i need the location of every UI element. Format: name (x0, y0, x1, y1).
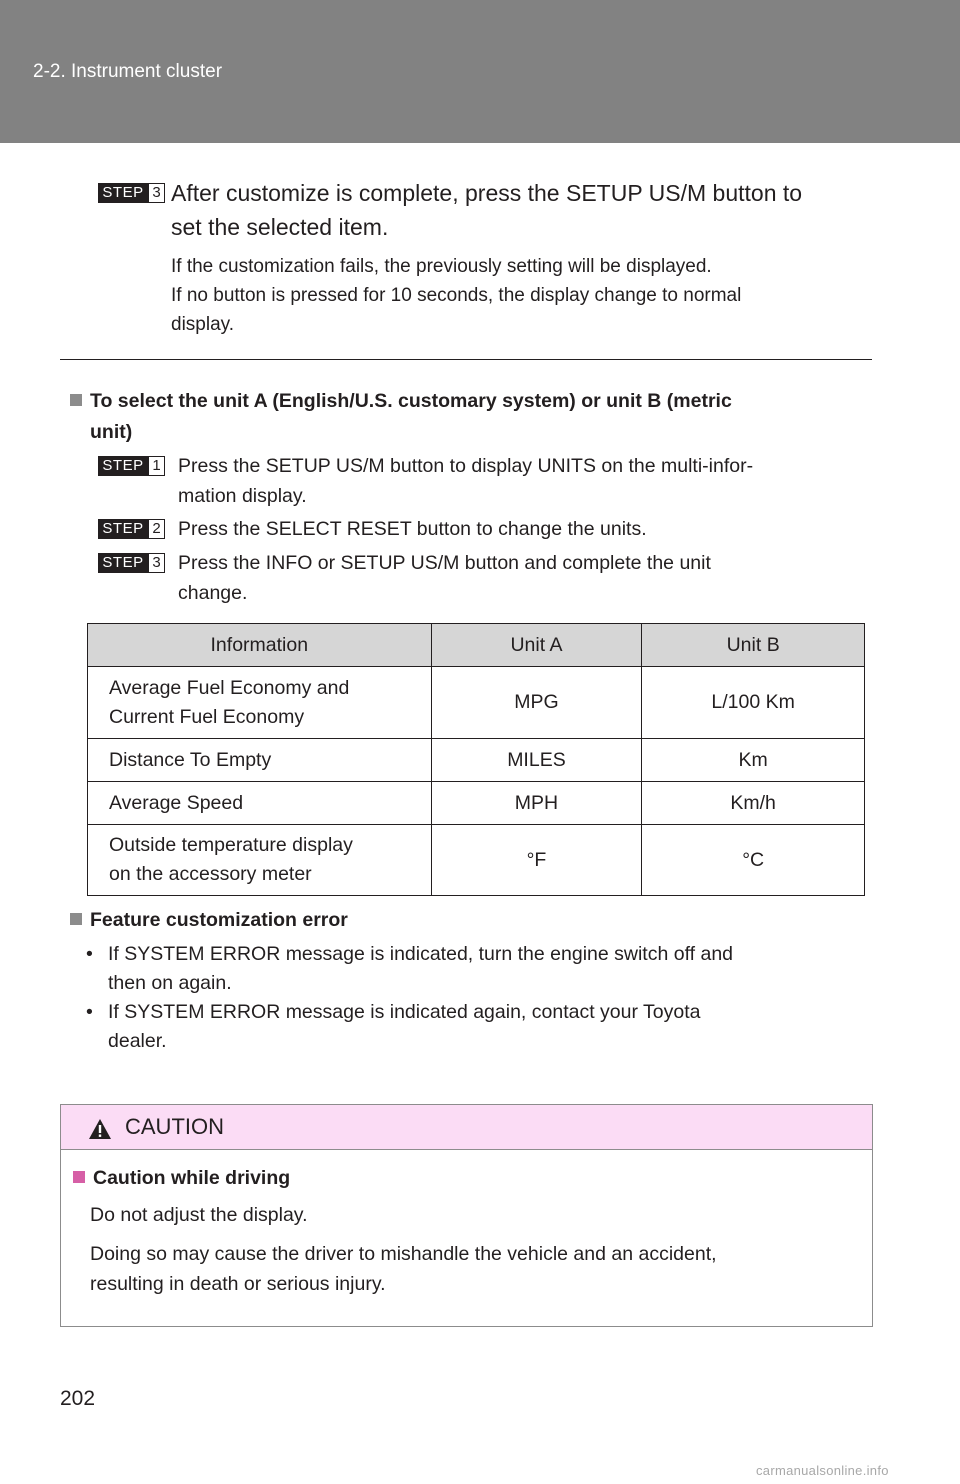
heading-text: To select the unit A (English/U.S. customary system) or unit B (metric (90, 390, 732, 412)
table-row (88, 782, 865, 825)
divider (60, 359, 872, 360)
page-number: 202 (60, 1387, 96, 1410)
heading-square-icon (70, 913, 82, 925)
error-section-heading (70, 905, 348, 936)
instruction-line: After customize is complete, press the SETUP US/M button to (171, 180, 803, 206)
step-2-text: Press the SELECT RESET button to change the units. (178, 518, 647, 540)
unit-a-cell: MPG (431, 667, 642, 739)
heading-text: unit) (90, 421, 133, 443)
step-3-badge: STEP 3 (98, 553, 164, 573)
step-2-badge: STEP 2 (98, 519, 164, 539)
info-cell: Average Speed (88, 782, 432, 825)
unit-section-heading (70, 386, 862, 448)
table-row (88, 667, 865, 739)
table-row (88, 825, 865, 896)
warning-icon (88, 1118, 112, 1140)
unit-a-cell: MILES (431, 739, 642, 782)
step-3-badge (98, 183, 164, 203)
unit-b-cell: Km (642, 739, 865, 782)
step-1-badge: STEP 1 (98, 456, 164, 476)
step-3-text: Press the INFO or SETUP US/M button and complete the unit change. (178, 552, 711, 604)
caution-header (61, 1105, 872, 1150)
caution-paragraph: Do not adjust the display. (90, 1204, 308, 1226)
step-number: 3 (148, 183, 165, 203)
page-header (0, 0, 960, 143)
column-header: Unit A (431, 624, 642, 667)
units-table (87, 623, 865, 896)
note-line: If no button is pressed for 10 seconds, the display change to normal (171, 285, 742, 306)
info-cell: Outside temperature display on the accessory meter (88, 825, 432, 896)
heading-text: Feature customization error (90, 909, 348, 931)
unit-b-cell: L/100 Km (642, 667, 865, 739)
list-item: • If SYSTEM ERROR message is indicated again, contact your Toyota dealer. (80, 998, 860, 1056)
unit-a-cell: MPH (431, 782, 642, 825)
caution-heading: Caution while driving (73, 1163, 861, 1194)
step-label: STEP (98, 183, 148, 203)
caution-box (60, 1104, 873, 1327)
table-header-row (88, 624, 865, 667)
unit-b-cell: Km/h (642, 782, 865, 825)
step-1-text: Press the SETUP US/M button to display UNITS on the multi-infor- mation display. (178, 455, 754, 507)
error-bullet-list (80, 940, 860, 1056)
unit-a-cell: °F (431, 825, 642, 896)
heading-square-icon (73, 1171, 85, 1183)
heading-square-icon (70, 394, 82, 406)
note-line: display. (171, 314, 235, 335)
caution-label: CAUTION (125, 1114, 224, 1139)
step-3-note (171, 252, 867, 339)
info-cell: Distance To Empty (88, 739, 432, 782)
list-item: • If SYSTEM ERROR message is indicated, turn the engine switch off and then on again. (80, 940, 860, 998)
note-line: If the customization fails, the previously setting will be displayed. (171, 256, 712, 277)
section-title: 2-2. Instrument cluster (33, 61, 223, 82)
info-cell: Average Fuel Economy and Current Fuel Economy (88, 667, 432, 739)
caution-paragraph: Doing so may cause the driver to mishandle the vehicle and an accident, resulting in death or serious injury. (90, 1243, 717, 1295)
caution-body (73, 1163, 861, 1299)
column-header: Information (88, 624, 432, 667)
watermark: carmanualsonline.info (756, 1463, 889, 1478)
step-3-instruction (171, 176, 871, 244)
unit-b-cell: °C (642, 825, 865, 896)
column-header: Unit B (642, 624, 865, 667)
instruction-line: set the selected item. (171, 214, 389, 240)
table-row (88, 739, 865, 782)
